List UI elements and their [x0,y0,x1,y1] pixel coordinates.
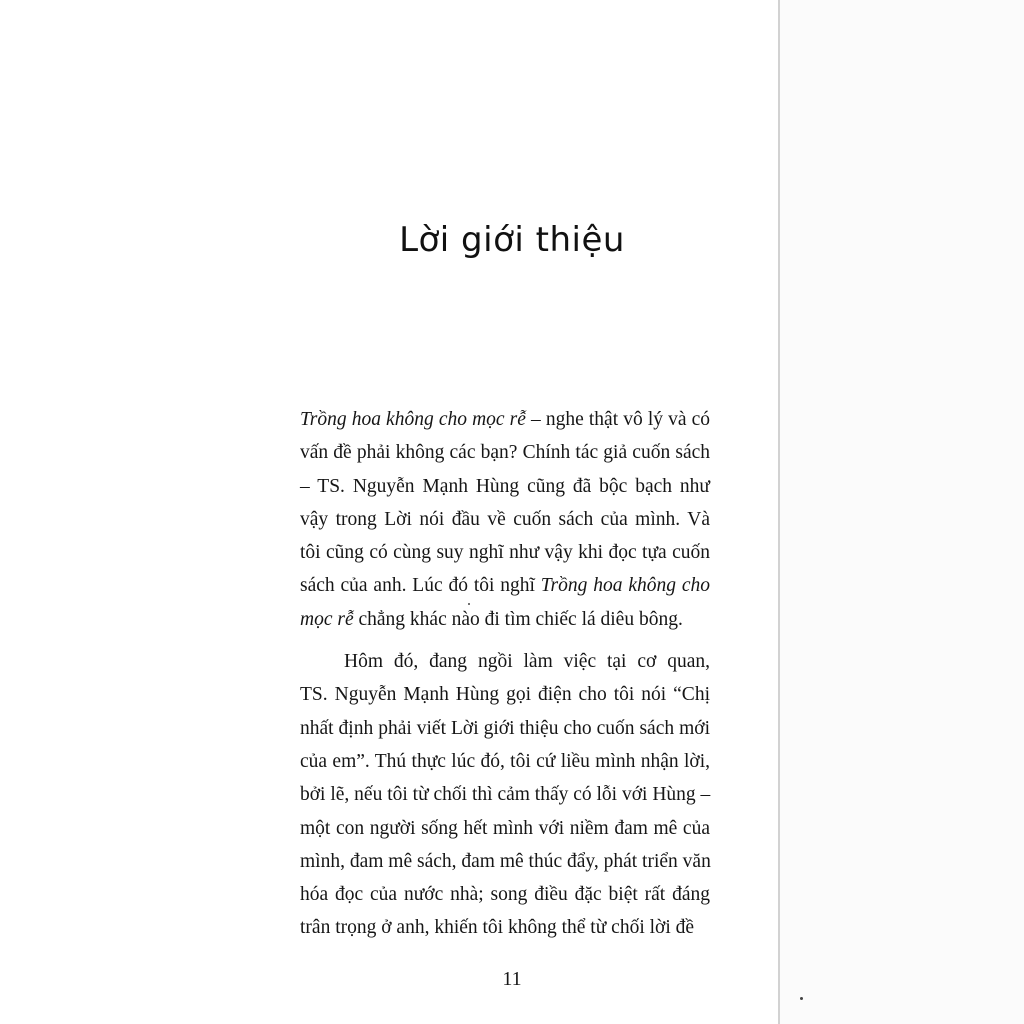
body-text [300,403,710,945]
text-line [300,436,710,469]
text-segment: sách của anh. Lúc đó tôi nghĩ [300,575,541,597]
text-segment: của em”. Thú thực lúc đó, tôi cứ liều mình nhận lời, [300,750,710,772]
text-segment: bởi lẽ, nếu tôi từ chối thì cảm thấy có lỗi với Hùng – [300,784,711,806]
text-line [300,778,710,811]
text-line [300,911,710,944]
text-line [300,645,710,678]
page-number: 11 [502,968,522,990]
text-segment: vậy trong Lời nói đầu về cuốn sách của mình. Và [300,508,710,530]
italic-title-text: mọc rễ [300,608,354,630]
text-segment: TS. Nguyễn Mạnh Hùng gọi điện cho tôi nói “Chị [300,684,710,706]
page-edge-shade [780,0,1024,1024]
text-segment: mình, đam mê sách, đam mê thúc đẩy, phát triển văn [300,850,711,872]
text-line [300,569,710,602]
text-segment: trân trọng ở anh, khiến tôi không thể từ chối lời đề [300,917,695,939]
scan-speck [800,997,803,1000]
page-title: Lời giới thiệu [399,220,625,260]
text-segment: hóa đọc của nước nhà; song điều đặc biệt rất đáng [300,884,710,906]
text-segment: nhất định phải viết Lời giới thiệu cho cuốn sách mới [300,717,710,739]
text-segment: tôi cũng có cùng suy nghĩ như vậy khi đọc tựa cuốn [300,542,710,564]
italic-title-text: Trồng hoa không cho mọc rễ [300,409,526,430]
italic-title-text: Trồng hoa không cho [540,575,711,597]
text-line [300,536,710,569]
paragraph [300,403,710,636]
page-edge [778,0,780,1024]
text-line [300,603,710,636]
text-segment: – TS. Nguyễn Mạnh Hùng cũng đã bộc bạch như [300,475,710,497]
text-line [300,678,710,711]
text-line [300,878,710,911]
text-line [300,712,710,745]
text-segment: Hôm đó, đang ngồi làm việc tại cơ quan, [344,651,710,673]
paragraph-gap [300,636,710,645]
text-segment: – nghe thật vô lý và có [525,409,711,430]
text-line [300,470,710,503]
paragraph [300,645,710,945]
text-line [300,503,710,536]
text-line [300,745,710,778]
text-segment: vấn đề phải không các bạn? Chính tác giả cuốn sách [300,442,710,464]
text-segment: một con người sống hết mình với niềm đam mê của [300,817,710,839]
text-line [300,403,710,436]
text-line [300,845,710,878]
text-line [300,812,710,845]
scan-speck [468,603,470,605]
text-segment: chẳng khác nào đi tìm chiếc lá diêu bông. [353,608,683,630]
